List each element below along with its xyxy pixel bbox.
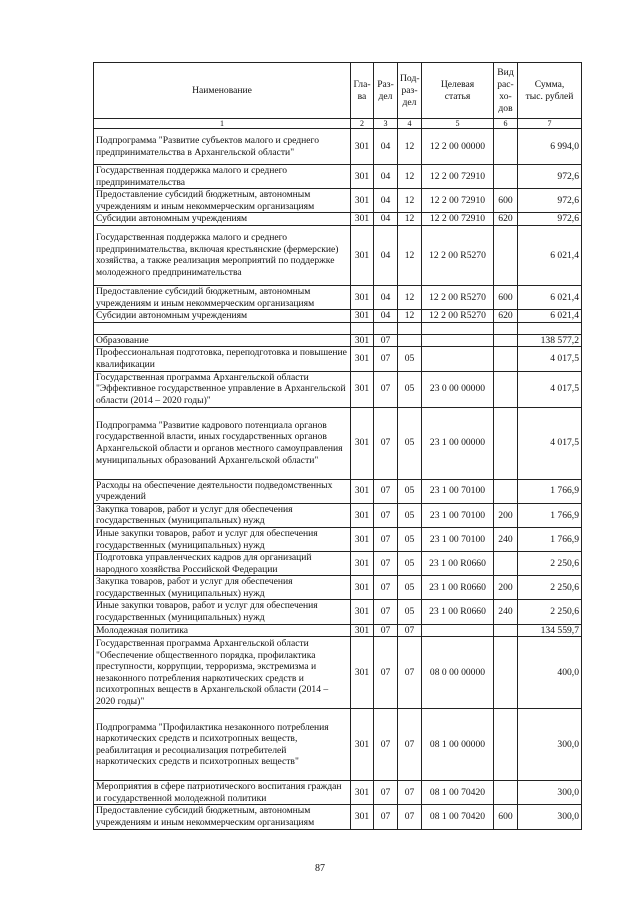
row-vid bbox=[494, 225, 518, 285]
row-statya: 23 1 00 70100 bbox=[422, 503, 494, 527]
row-glava: 301 bbox=[351, 503, 374, 527]
table-row bbox=[94, 709, 582, 781]
row-statya: 12 2 00 R5270 bbox=[422, 310, 494, 323]
row-razdel: 07 bbox=[374, 479, 398, 503]
row-podrazdel: 07 bbox=[398, 624, 422, 637]
column-number: 2 bbox=[351, 119, 374, 129]
row-podrazdel: 12 bbox=[398, 225, 422, 285]
header-podrazdel: Под- раз- дел bbox=[398, 63, 422, 119]
row-glava: 301 bbox=[351, 189, 374, 213]
row-statya: 08 1 00 70420 bbox=[422, 781, 494, 805]
table-row bbox=[94, 600, 582, 624]
row-vid bbox=[494, 552, 518, 576]
table-row bbox=[94, 576, 582, 600]
row-sum: 1 766,9 bbox=[518, 527, 582, 551]
row-name: Государственная поддержка малого и среднего предпринимательства, включая крестьянские (фермерские) хозяйства, а также реализация мероприятий по поддержке молодежного предпринимательства bbox=[94, 225, 351, 285]
row-vid bbox=[494, 624, 518, 637]
row-razdel: 07 bbox=[374, 347, 398, 371]
row-statya bbox=[422, 347, 494, 371]
table-row bbox=[94, 129, 582, 165]
table-row bbox=[94, 310, 582, 323]
row-sum: 6 021,4 bbox=[518, 225, 582, 285]
table-row bbox=[94, 213, 582, 226]
row-name: Образование bbox=[94, 334, 351, 347]
row-razdel: 07 bbox=[374, 527, 398, 551]
header-name: Наименование bbox=[94, 63, 351, 119]
row-vid: 240 bbox=[494, 600, 518, 624]
row-glava: 301 bbox=[351, 600, 374, 624]
row-name: Закупка товаров, работ и услуг для обеспечения государственных (муниципальных) нужд bbox=[94, 576, 351, 600]
row-podrazdel: 12 bbox=[398, 189, 422, 213]
row-statya: 23 1 00 R0660 bbox=[422, 600, 494, 624]
table-row bbox=[94, 225, 582, 285]
row-sum: 138 577,2 bbox=[518, 334, 582, 347]
row-podrazdel: 12 bbox=[398, 165, 422, 189]
row-sum: 4 017,5 bbox=[518, 371, 582, 407]
row-razdel: 07 bbox=[374, 407, 398, 479]
row-vid: 600 bbox=[494, 285, 518, 309]
row-glava: 301 bbox=[351, 479, 374, 503]
row-name: Субсидии автономным учреждениям bbox=[94, 310, 351, 323]
row-statya bbox=[422, 624, 494, 637]
header-summa: Сумма, тыс. рублей bbox=[518, 63, 582, 119]
row-vid: 600 bbox=[494, 805, 518, 829]
table-body bbox=[94, 129, 582, 830]
row-razdel: 04 bbox=[374, 129, 398, 165]
table-row bbox=[94, 347, 582, 371]
table-row bbox=[94, 527, 582, 551]
row-sum: 300,0 bbox=[518, 805, 582, 829]
row-razdel: 07 bbox=[374, 371, 398, 407]
row-vid: 600 bbox=[494, 189, 518, 213]
table-row bbox=[94, 285, 582, 309]
table-row bbox=[94, 552, 582, 576]
row-razdel: 07 bbox=[374, 503, 398, 527]
row-name: Профессиональная подготовка, переподготовка и повышение квалификации bbox=[94, 347, 351, 371]
row-vid bbox=[494, 781, 518, 805]
row-vid bbox=[494, 322, 518, 334]
row-statya bbox=[422, 334, 494, 347]
budget-table bbox=[93, 62, 582, 830]
row-sum: 6 994,0 bbox=[518, 129, 582, 165]
column-number: 6 bbox=[494, 119, 518, 129]
row-glava: 301 bbox=[351, 552, 374, 576]
row-razdel: 04 bbox=[374, 225, 398, 285]
row-podrazdel: 05 bbox=[398, 347, 422, 371]
row-name: Расходы на обеспечение деятельности подведомственных учреждений bbox=[94, 479, 351, 503]
table-row bbox=[94, 334, 582, 347]
row-sum bbox=[518, 322, 582, 334]
row-statya: 23 1 00 70100 bbox=[422, 527, 494, 551]
header-vid: Вид рас- хо- дов bbox=[494, 63, 518, 119]
row-glava: 301 bbox=[351, 805, 374, 829]
row-name: Мероприятия в сфере патриотического воспитания граждан и государственной молодежной политики bbox=[94, 781, 351, 805]
row-statya: 12 2 00 72910 bbox=[422, 213, 494, 226]
table-row bbox=[94, 781, 582, 805]
row-sum: 1 766,9 bbox=[518, 479, 582, 503]
row-vid bbox=[494, 129, 518, 165]
row-name: Государственная программа Архангельской области "Обеспечение общественного порядка, профилактика преступности, коррупции, терроризма, экстремизма и незаконного потребления наркотических средств и психотропных веществ в Архангельской области (2014 – 2020 годы)" bbox=[94, 637, 351, 709]
column-number: 5 bbox=[422, 119, 494, 129]
column-number: 7 bbox=[518, 119, 582, 129]
row-vid: 200 bbox=[494, 576, 518, 600]
row-podrazdel: 05 bbox=[398, 479, 422, 503]
row-vid bbox=[494, 334, 518, 347]
row-podrazdel: 12 bbox=[398, 310, 422, 323]
row-sum: 6 021,4 bbox=[518, 285, 582, 309]
row-razdel: 07 bbox=[374, 709, 398, 781]
row-podrazdel bbox=[398, 322, 422, 334]
row-name: Предоставление субсидий бюджетным, автономным учреждениям и иным некоммерческим организациям bbox=[94, 189, 351, 213]
table-row bbox=[94, 407, 582, 479]
row-sum: 2 250,6 bbox=[518, 576, 582, 600]
row-statya: 08 1 00 70420 bbox=[422, 805, 494, 829]
row-name: Иные закупки товаров, работ и услуг для обеспечения государственных (муниципальных) нужд bbox=[94, 527, 351, 551]
row-statya bbox=[422, 322, 494, 334]
row-podrazdel: 07 bbox=[398, 805, 422, 829]
row-sum: 2 250,6 bbox=[518, 552, 582, 576]
row-glava: 301 bbox=[351, 709, 374, 781]
row-podrazdel: 07 bbox=[398, 709, 422, 781]
page-number: 87 bbox=[315, 863, 325, 874]
row-podrazdel: 07 bbox=[398, 637, 422, 709]
row-podrazdel: 05 bbox=[398, 600, 422, 624]
row-glava: 301 bbox=[351, 310, 374, 323]
row-statya: 12 2 00 72910 bbox=[422, 189, 494, 213]
row-statya: 12 2 00 00000 bbox=[422, 129, 494, 165]
table-row bbox=[94, 189, 582, 213]
row-name: Подпрограмма "Развитие субъектов малого и среднего предпринимательства в Архангельской области" bbox=[94, 129, 351, 165]
row-razdel: 07 bbox=[374, 334, 398, 347]
row-podrazdel: 05 bbox=[398, 503, 422, 527]
table-row bbox=[94, 371, 582, 407]
row-vid bbox=[494, 637, 518, 709]
row-statya: 08 1 00 00000 bbox=[422, 709, 494, 781]
row-razdel: 04 bbox=[374, 285, 398, 309]
row-vid: 620 bbox=[494, 213, 518, 226]
row-sum: 972,6 bbox=[518, 213, 582, 226]
row-sum: 400,0 bbox=[518, 637, 582, 709]
row-name bbox=[94, 322, 351, 334]
header-glava: Гла- ва bbox=[351, 63, 374, 119]
row-glava: 301 bbox=[351, 165, 374, 189]
row-podrazdel: 05 bbox=[398, 527, 422, 551]
row-sum: 300,0 bbox=[518, 781, 582, 805]
header-statya: Целевая статья bbox=[422, 63, 494, 119]
row-razdel: 07 bbox=[374, 552, 398, 576]
row-glava: 301 bbox=[351, 527, 374, 551]
row-vid bbox=[494, 479, 518, 503]
row-glava: 301 bbox=[351, 225, 374, 285]
row-statya: 08 0 00 00000 bbox=[422, 637, 494, 709]
row-podrazdel: 12 bbox=[398, 285, 422, 309]
row-glava: 301 bbox=[351, 407, 374, 479]
row-glava: 301 bbox=[351, 371, 374, 407]
row-statya: 23 1 00 70100 bbox=[422, 479, 494, 503]
row-sum: 300,0 bbox=[518, 709, 582, 781]
row-razdel: 07 bbox=[374, 624, 398, 637]
row-vid bbox=[494, 371, 518, 407]
row-razdel: 07 bbox=[374, 576, 398, 600]
row-podrazdel: 05 bbox=[398, 576, 422, 600]
table-row bbox=[94, 165, 582, 189]
row-glava bbox=[351, 322, 374, 334]
table-row bbox=[94, 805, 582, 829]
row-name: Государственная поддержка малого и среднего предпринимательства bbox=[94, 165, 351, 189]
row-glava: 301 bbox=[351, 624, 374, 637]
row-razdel: 07 bbox=[374, 637, 398, 709]
header-razdel: Раз- дел bbox=[374, 63, 398, 119]
row-glava: 301 bbox=[351, 129, 374, 165]
row-vid bbox=[494, 709, 518, 781]
row-statya: 23 1 00 R0660 bbox=[422, 576, 494, 600]
column-numbers-row bbox=[94, 119, 582, 129]
row-vid bbox=[494, 407, 518, 479]
row-name: Закупка товаров, работ и услуг для обеспечения государственных (муниципальных) нужд bbox=[94, 503, 351, 527]
row-razdel: 04 bbox=[374, 213, 398, 226]
row-glava: 301 bbox=[351, 576, 374, 600]
row-statya: 23 1 00 00000 bbox=[422, 407, 494, 479]
row-sum: 972,6 bbox=[518, 165, 582, 189]
row-razdel bbox=[374, 322, 398, 334]
row-podrazdel: 05 bbox=[398, 552, 422, 576]
row-statya: 12 2 00 R5270 bbox=[422, 285, 494, 309]
row-razdel: 04 bbox=[374, 310, 398, 323]
row-podrazdel bbox=[398, 334, 422, 347]
row-name: Иные закупки товаров, работ и услуг для обеспечения государственных (муниципальных) нужд bbox=[94, 600, 351, 624]
row-name: Субсидии автономным учреждениям bbox=[94, 213, 351, 226]
column-number: 3 bbox=[374, 119, 398, 129]
row-statya: 23 1 00 R0660 bbox=[422, 552, 494, 576]
row-sum: 4 017,5 bbox=[518, 347, 582, 371]
row-podrazdel: 07 bbox=[398, 781, 422, 805]
row-name: Предоставление субсидий бюджетным, автономным учреждениям и иным некоммерческим организациям bbox=[94, 285, 351, 309]
row-podrazdel: 05 bbox=[398, 407, 422, 479]
row-vid: 620 bbox=[494, 310, 518, 323]
row-name: Государственная программа Архангельской области "Эффективное государственное управление в Архангельской области (2014 – 2020 годы)" bbox=[94, 371, 351, 407]
row-glava: 301 bbox=[351, 285, 374, 309]
table-row bbox=[94, 637, 582, 709]
table-row bbox=[94, 503, 582, 527]
table-row bbox=[94, 479, 582, 503]
row-vid: 240 bbox=[494, 527, 518, 551]
row-sum: 972,6 bbox=[518, 189, 582, 213]
row-name: Предоставление субсидий бюджетным, автономным учреждениям и иным некоммерческим организациям bbox=[94, 805, 351, 829]
row-glava: 301 bbox=[351, 637, 374, 709]
row-statya: 23 0 00 00000 bbox=[422, 371, 494, 407]
row-sum: 2 250,6 bbox=[518, 600, 582, 624]
column-number: 4 bbox=[398, 119, 422, 129]
row-razdel: 07 bbox=[374, 600, 398, 624]
row-glava: 301 bbox=[351, 347, 374, 371]
row-razdel: 07 bbox=[374, 805, 398, 829]
row-glava: 301 bbox=[351, 781, 374, 805]
header-row bbox=[94, 63, 582, 119]
row-statya: 12 2 00 R5270 bbox=[422, 225, 494, 285]
row-name: Молодежная политика bbox=[94, 624, 351, 637]
row-sum: 4 017,5 bbox=[518, 407, 582, 479]
row-razdel: 04 bbox=[374, 189, 398, 213]
row-name: Подпрограмма "Развитие кадрового потенциала органов государственной власти, иных государственных органов Архангельской области и органов местного самоуправления муниципальных образований Архангельской области" bbox=[94, 407, 351, 479]
row-razdel: 07 bbox=[374, 781, 398, 805]
row-glava: 301 bbox=[351, 334, 374, 347]
column-number: 1 bbox=[94, 119, 351, 129]
row-sum: 134 559,7 bbox=[518, 624, 582, 637]
row-statya: 12 2 00 72910 bbox=[422, 165, 494, 189]
row-vid bbox=[494, 165, 518, 189]
row-podrazdel: 12 bbox=[398, 213, 422, 226]
row-name: Подпрограмма "Профилактика незаконного потребления наркотических средств и психотропных веществ, реабилитация и ресоциализация потребителей наркотических средств и психотропных веществ" bbox=[94, 709, 351, 781]
row-vid bbox=[494, 347, 518, 371]
row-glava: 301 bbox=[351, 213, 374, 226]
row-podrazdel: 05 bbox=[398, 371, 422, 407]
row-vid: 200 bbox=[494, 503, 518, 527]
row-razdel: 04 bbox=[374, 165, 398, 189]
table-row bbox=[94, 624, 582, 637]
row-sum: 6 021,4 bbox=[518, 310, 582, 323]
row-name: Подготовка управленческих кадров для организаций народного хозяйства Российской Федерации bbox=[94, 552, 351, 576]
row-podrazdel: 12 bbox=[398, 129, 422, 165]
table-row bbox=[94, 322, 582, 334]
row-sum: 1 766,9 bbox=[518, 503, 582, 527]
